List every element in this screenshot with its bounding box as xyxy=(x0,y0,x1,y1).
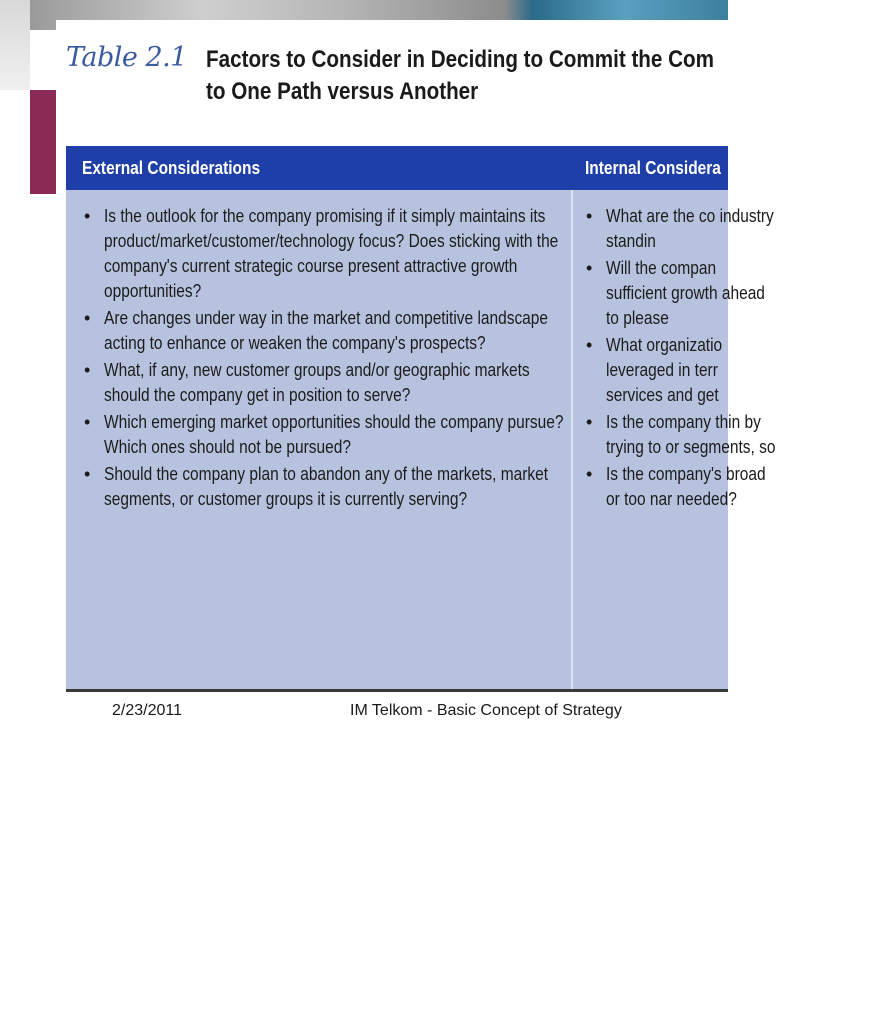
table-title-line-1: Factors to Consider in Deciding to Commit the Com xyxy=(206,46,715,73)
table-title-line-2: to One Path versus Another xyxy=(206,78,479,105)
footer-date: 2/23/2011 xyxy=(112,702,182,719)
external-considerations-list xyxy=(80,204,564,514)
footer-course-title: IM Telkom - Basic Concept of Strategy xyxy=(350,702,622,719)
list-item: • Is the outlook for the company promising if it simply maintains its product/market/customer/technology focus? Does sticking with the company's current strategic course present attractive growth opportunities? xyxy=(84,206,559,301)
external-considerations-heading: External Considerations xyxy=(82,158,261,178)
bullet-icon: • xyxy=(586,206,593,226)
bullet-icon: • xyxy=(84,412,91,432)
table-label: Table 2.1 xyxy=(66,42,187,73)
list-item: • Is the company's broad or too nar needed? xyxy=(586,464,766,509)
bullet-icon: • xyxy=(84,360,91,380)
bullet-icon: • xyxy=(84,206,91,226)
bullet-icon: • xyxy=(84,464,91,484)
list-item: • Which emerging market opportunities should the company pursue? Which ones should not be pursued? xyxy=(84,412,564,457)
table-title xyxy=(206,44,715,108)
list-item: • What organizatio leveraged in terr services and get xyxy=(586,335,723,405)
bullet-icon: • xyxy=(84,308,91,328)
internal-considerations-list xyxy=(582,204,882,514)
bullet-icon: • xyxy=(586,412,593,432)
bullet-icon: • xyxy=(586,258,593,278)
list-item: • Will the compan sufficient growth ahead to please xyxy=(586,258,765,328)
list-item: • Are changes under way in the market and competitive landscape acting to enhance or weaken the company's prospects? xyxy=(84,308,549,353)
bullet-icon: • xyxy=(586,464,593,484)
table-header xyxy=(66,146,728,190)
list-item: • What, if any, new customer groups and/or geographic markets should the company get in position to serve? xyxy=(84,360,530,405)
bullet-icon: • xyxy=(586,335,593,355)
background-photo-left xyxy=(0,0,30,90)
column-divider xyxy=(571,190,573,689)
accent-bar xyxy=(30,90,56,194)
internal-considerations-heading: Internal Considera xyxy=(585,158,721,178)
list-item: • What are the co industry standin xyxy=(586,206,774,251)
list-item: • Should the company plan to abandon any of the markets, market segments, or customer groups it is currently serving? xyxy=(84,464,549,509)
list-item: • Is the company thin by trying to or segments, so xyxy=(586,412,776,457)
considerations-table xyxy=(66,146,776,692)
slide-content xyxy=(56,20,776,692)
